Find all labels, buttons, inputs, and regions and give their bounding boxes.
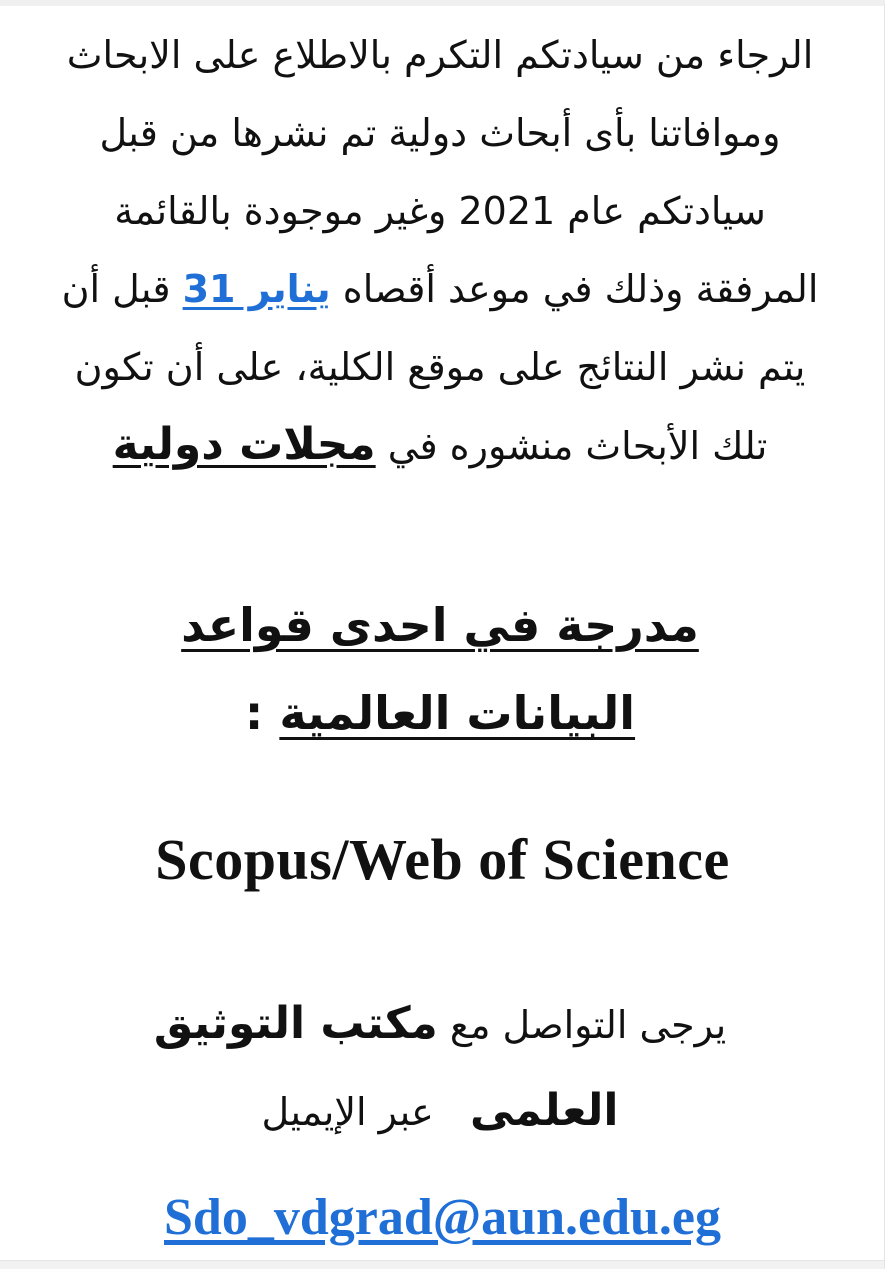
notice-paragraph	[60, 16, 820, 485]
deadline-date-link[interactable]: يناير 31	[182, 267, 331, 311]
database-names: Scopus/Web of Science	[155, 827, 730, 892]
colon-mark: :	[244, 686, 264, 740]
emphasis-global-databases: البيانات العالمية	[279, 686, 636, 740]
notice-after-deadline-text: قبل أن يتم نشر النتائج على موقع الكلية، على أن تكون تلك الأبحاث منشوره في	[61, 267, 806, 468]
contact-paragraph	[60, 981, 820, 1155]
contact-line-end: عبر الإيميل	[261, 1090, 434, 1134]
database-requirement	[60, 581, 820, 757]
emphasis-international-journals: مجلات دولية	[112, 419, 376, 470]
contact-line-start: يرجى التواصل مع	[449, 1003, 727, 1047]
notice-intro-text: الرجاء من سيادتكم التكرم بالاطلاع على الابحاث وموافاتنا بأى أبحاث دولية تم نشرها من قبل سيادتكم عام 2021 وغير موجودة بالقائمة المرفقة وذلك في موعد أقصاه	[66, 33, 819, 311]
email-link[interactable]: Sdo_vdgrad@aun.edu.eg	[164, 1189, 721, 1246]
office-name-bold-2: العلمى	[470, 1085, 619, 1136]
office-name-bold: مكتب التوثيق	[153, 998, 438, 1049]
emphasis-indexed-in: مدرجة في احدى قواعد	[181, 598, 699, 652]
bottom-edge	[0, 1260, 884, 1269]
